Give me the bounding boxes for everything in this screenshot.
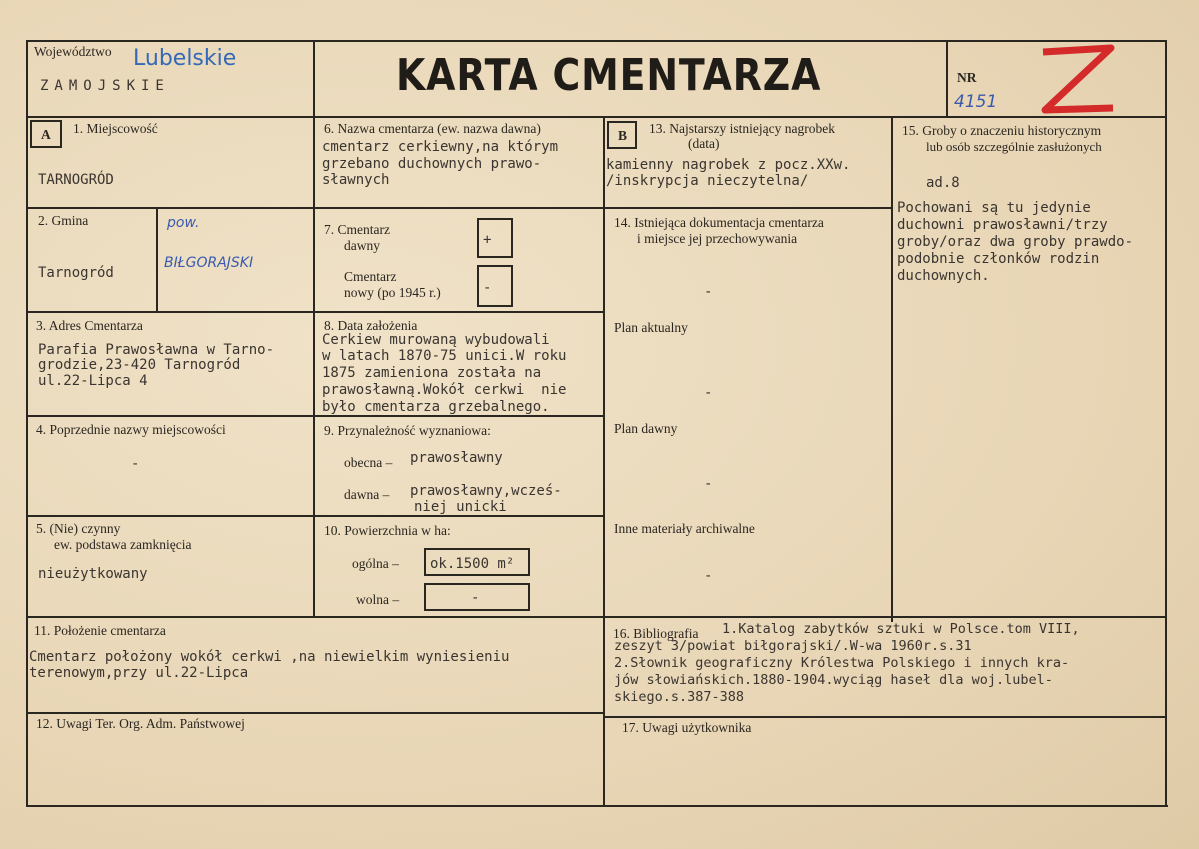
- frame-top: [26, 40, 1166, 42]
- f4-label: 4. Poprzednie nazwy miejscowości: [36, 422, 226, 437]
- f7-label3: Cmentarz: [344, 269, 397, 284]
- f2-label: 2. Gmina: [38, 213, 89, 228]
- f14-plan-aktualny-value: -: [704, 385, 713, 401]
- f12-label: 12. Uwagi Ter. Org. Adm. Państwowej: [36, 716, 245, 731]
- f15-label2: lub osób szczególnie zasłużonych: [926, 139, 1102, 154]
- f5-label1: 5. (Nie) czynny: [36, 521, 121, 536]
- pow-label: pow.: [167, 215, 200, 231]
- f9-dawna-line2: niej unicki: [414, 499, 507, 515]
- f9-obecna-value: prawosławny: [410, 450, 503, 466]
- f7-nowy-value: -: [483, 280, 492, 296]
- f15-line3: groby/oraz dwa groby prawdo-: [897, 234, 1134, 250]
- wojewodztwo-typed: ZAMOJSKIE: [40, 78, 170, 94]
- f13-label1: 13. Najstarszy istniejący nagrobek: [649, 121, 835, 136]
- card-title: KARTA CMENTARZA: [396, 50, 822, 101]
- f15-line1: Pochowani są tu jedynie: [897, 200, 1091, 216]
- f10-wolna-label: wolna –: [356, 592, 400, 607]
- f10-wolna-box: [424, 583, 530, 611]
- f10-label: 10. Powierzchnia w ha:: [324, 523, 451, 538]
- f13-label2: (data): [688, 136, 720, 151]
- f15-label1: 15. Groby o znaczeniu historycznym: [902, 123, 1102, 138]
- f3-line1: Parafia Prawosławna w Tarno-: [38, 342, 275, 358]
- f7-label4: nowy (po 1945 r.): [344, 285, 441, 300]
- f16-line4: jów słowiańskich.1880-1904.wyciąg haseł dla woj.lubel-: [614, 672, 1053, 688]
- f6-line3: sławnych: [322, 172, 390, 188]
- col-divider-1: [313, 40, 315, 618]
- wojewodztwo-label: Województwo: [34, 44, 112, 59]
- frame-right: [1165, 40, 1167, 807]
- f17-label: 17. Uwagi użytkownika: [622, 720, 752, 735]
- f14-plan-dawny: Plan dawny: [614, 421, 678, 436]
- section-b-box: [607, 121, 637, 149]
- f10-ogolna-value: ok.1500 m²: [430, 556, 515, 572]
- f3-label: 3. Adres Cmentarza: [36, 318, 143, 333]
- f3-line3: ul.22-Lipca 4: [38, 373, 148, 389]
- f6-label: 6. Nazwa cmentarza (ew. nazwa dawna): [324, 121, 541, 136]
- col-divider-3: [891, 117, 893, 622]
- frame-left: [26, 40, 28, 807]
- f16-line3: 2.Słownik geograficzny Królestwa Polskiego i innych kra-: [614, 655, 1070, 671]
- f2-value: Tarnogród: [38, 265, 114, 281]
- f9-dawna-line1: prawosławny,wcześ-: [410, 483, 562, 499]
- f7-dawny-value: +: [483, 232, 492, 248]
- f14-label2: i miejsce jej przechowywania: [637, 231, 798, 246]
- f7-nowy-box: [477, 265, 513, 307]
- row-line-b1: [603, 207, 893, 209]
- f16-line5: skiego.s.387-388: [614, 689, 745, 705]
- f15-line5: duchownych.: [897, 268, 990, 284]
- row-line-6: [26, 712, 603, 714]
- f15-line2: duchowni prawosławni/trzy: [897, 217, 1108, 233]
- row-line-1: [26, 207, 603, 209]
- f7-dawny-box: [477, 218, 513, 258]
- section-a-box: [30, 120, 62, 148]
- frame-bottom: [26, 805, 1168, 807]
- f11-label: 11. Położenie cmentarza: [34, 623, 166, 638]
- f8-label: 8. Data założenia: [324, 318, 418, 333]
- f5-value: nieużytkowany: [38, 566, 148, 582]
- row-line-5: [26, 616, 1166, 618]
- f9-label: 9. Przynależność wyznaniowa:: [324, 423, 491, 438]
- gmina-pow-divider: [156, 207, 158, 311]
- f7-label2: dawny: [344, 238, 380, 253]
- nr-divider: [946, 40, 948, 117]
- section-b-letter: B: [618, 128, 628, 143]
- f14-plan-dawny-value: -: [704, 476, 713, 492]
- header-divider: [26, 116, 1166, 118]
- pow-value: BIŁGORAJSKI: [164, 255, 254, 271]
- row-line-4: [26, 515, 603, 517]
- f13-line2: /inskrypcja nieczytelna/: [606, 173, 809, 189]
- f7-label1: 7. Cmentarz: [324, 222, 390, 237]
- f14-inne-value: -: [704, 568, 713, 584]
- f9-dawna-label: dawna –: [344, 487, 390, 502]
- f3-line2: grodzie,23-420 Tarnogród: [38, 357, 241, 373]
- f6-line1: cmentarz cerkiewny,na którym: [322, 139, 559, 155]
- f8-line1: Cerkiew murowaną wybudowali: [322, 332, 550, 348]
- wojewodztwo-stamp: Lubelskie: [133, 46, 237, 71]
- f6-line2: grzebano duchownych prawo-: [322, 156, 542, 172]
- f14-value: -: [704, 284, 713, 300]
- f16-line1: 1.Katalog zabytków sztuki w Polsce.tom VIII,: [722, 621, 1080, 637]
- f8-line5: było cmentarza grzebalnego.: [322, 399, 550, 415]
- f10-ogolna-box: [424, 548, 530, 576]
- f10-wolna-value: -: [471, 590, 480, 606]
- f8-line3: 1875 zamieniona została na: [322, 365, 542, 381]
- col-divider-2: [603, 117, 605, 805]
- f16-label: 16. Bibliografia: [613, 626, 699, 641]
- f8-line2: w latach 1870-75 unici.W roku: [322, 348, 567, 364]
- nr-label: NR: [957, 70, 977, 85]
- section-a-letter: A: [41, 127, 51, 142]
- f10-ogolna-label: ogólna –: [352, 556, 399, 571]
- row-line-3: [26, 415, 603, 417]
- f4-value: -: [131, 456, 140, 472]
- f11-line2: terenowym,przy ul.22-Lipca: [29, 665, 249, 681]
- f14-label1: 14. Istniejąca dokumentacja cmentarza: [614, 215, 824, 230]
- f11-line1: Cmentarz położony wokół cerkwi ,na niewielkim wyniesieniu: [29, 649, 510, 665]
- f16-line2: zeszyt 3/powiat biłgorajski/.W-wa 1960r.s.31: [614, 638, 972, 654]
- f15-ad: ad.8: [926, 175, 960, 191]
- f9-obecna-label: obecna –: [344, 455, 393, 470]
- f1-value: TARNOGRÓD: [38, 172, 114, 188]
- f14-inne-materialy: Inne materiały archiwalne: [614, 521, 755, 536]
- f14-plan-aktualny: Plan aktualny: [614, 320, 688, 335]
- f8-line4: prawosławną.Wokół cerkwi nie: [322, 382, 567, 398]
- nr-value: 4151: [954, 92, 998, 112]
- category-z-mark: [1035, 44, 1117, 116]
- row-line-2: [26, 311, 603, 313]
- row-line-b2: [603, 716, 1166, 718]
- f5-label2: ew. podstawa zamknięcia: [54, 537, 192, 552]
- f15-line4: podobnie członków rodzin: [897, 251, 1100, 267]
- f1-label: 1. Miejscowość: [73, 121, 158, 136]
- f13-line1: kamienny nagrobek z pocz.XXw.: [606, 157, 851, 173]
